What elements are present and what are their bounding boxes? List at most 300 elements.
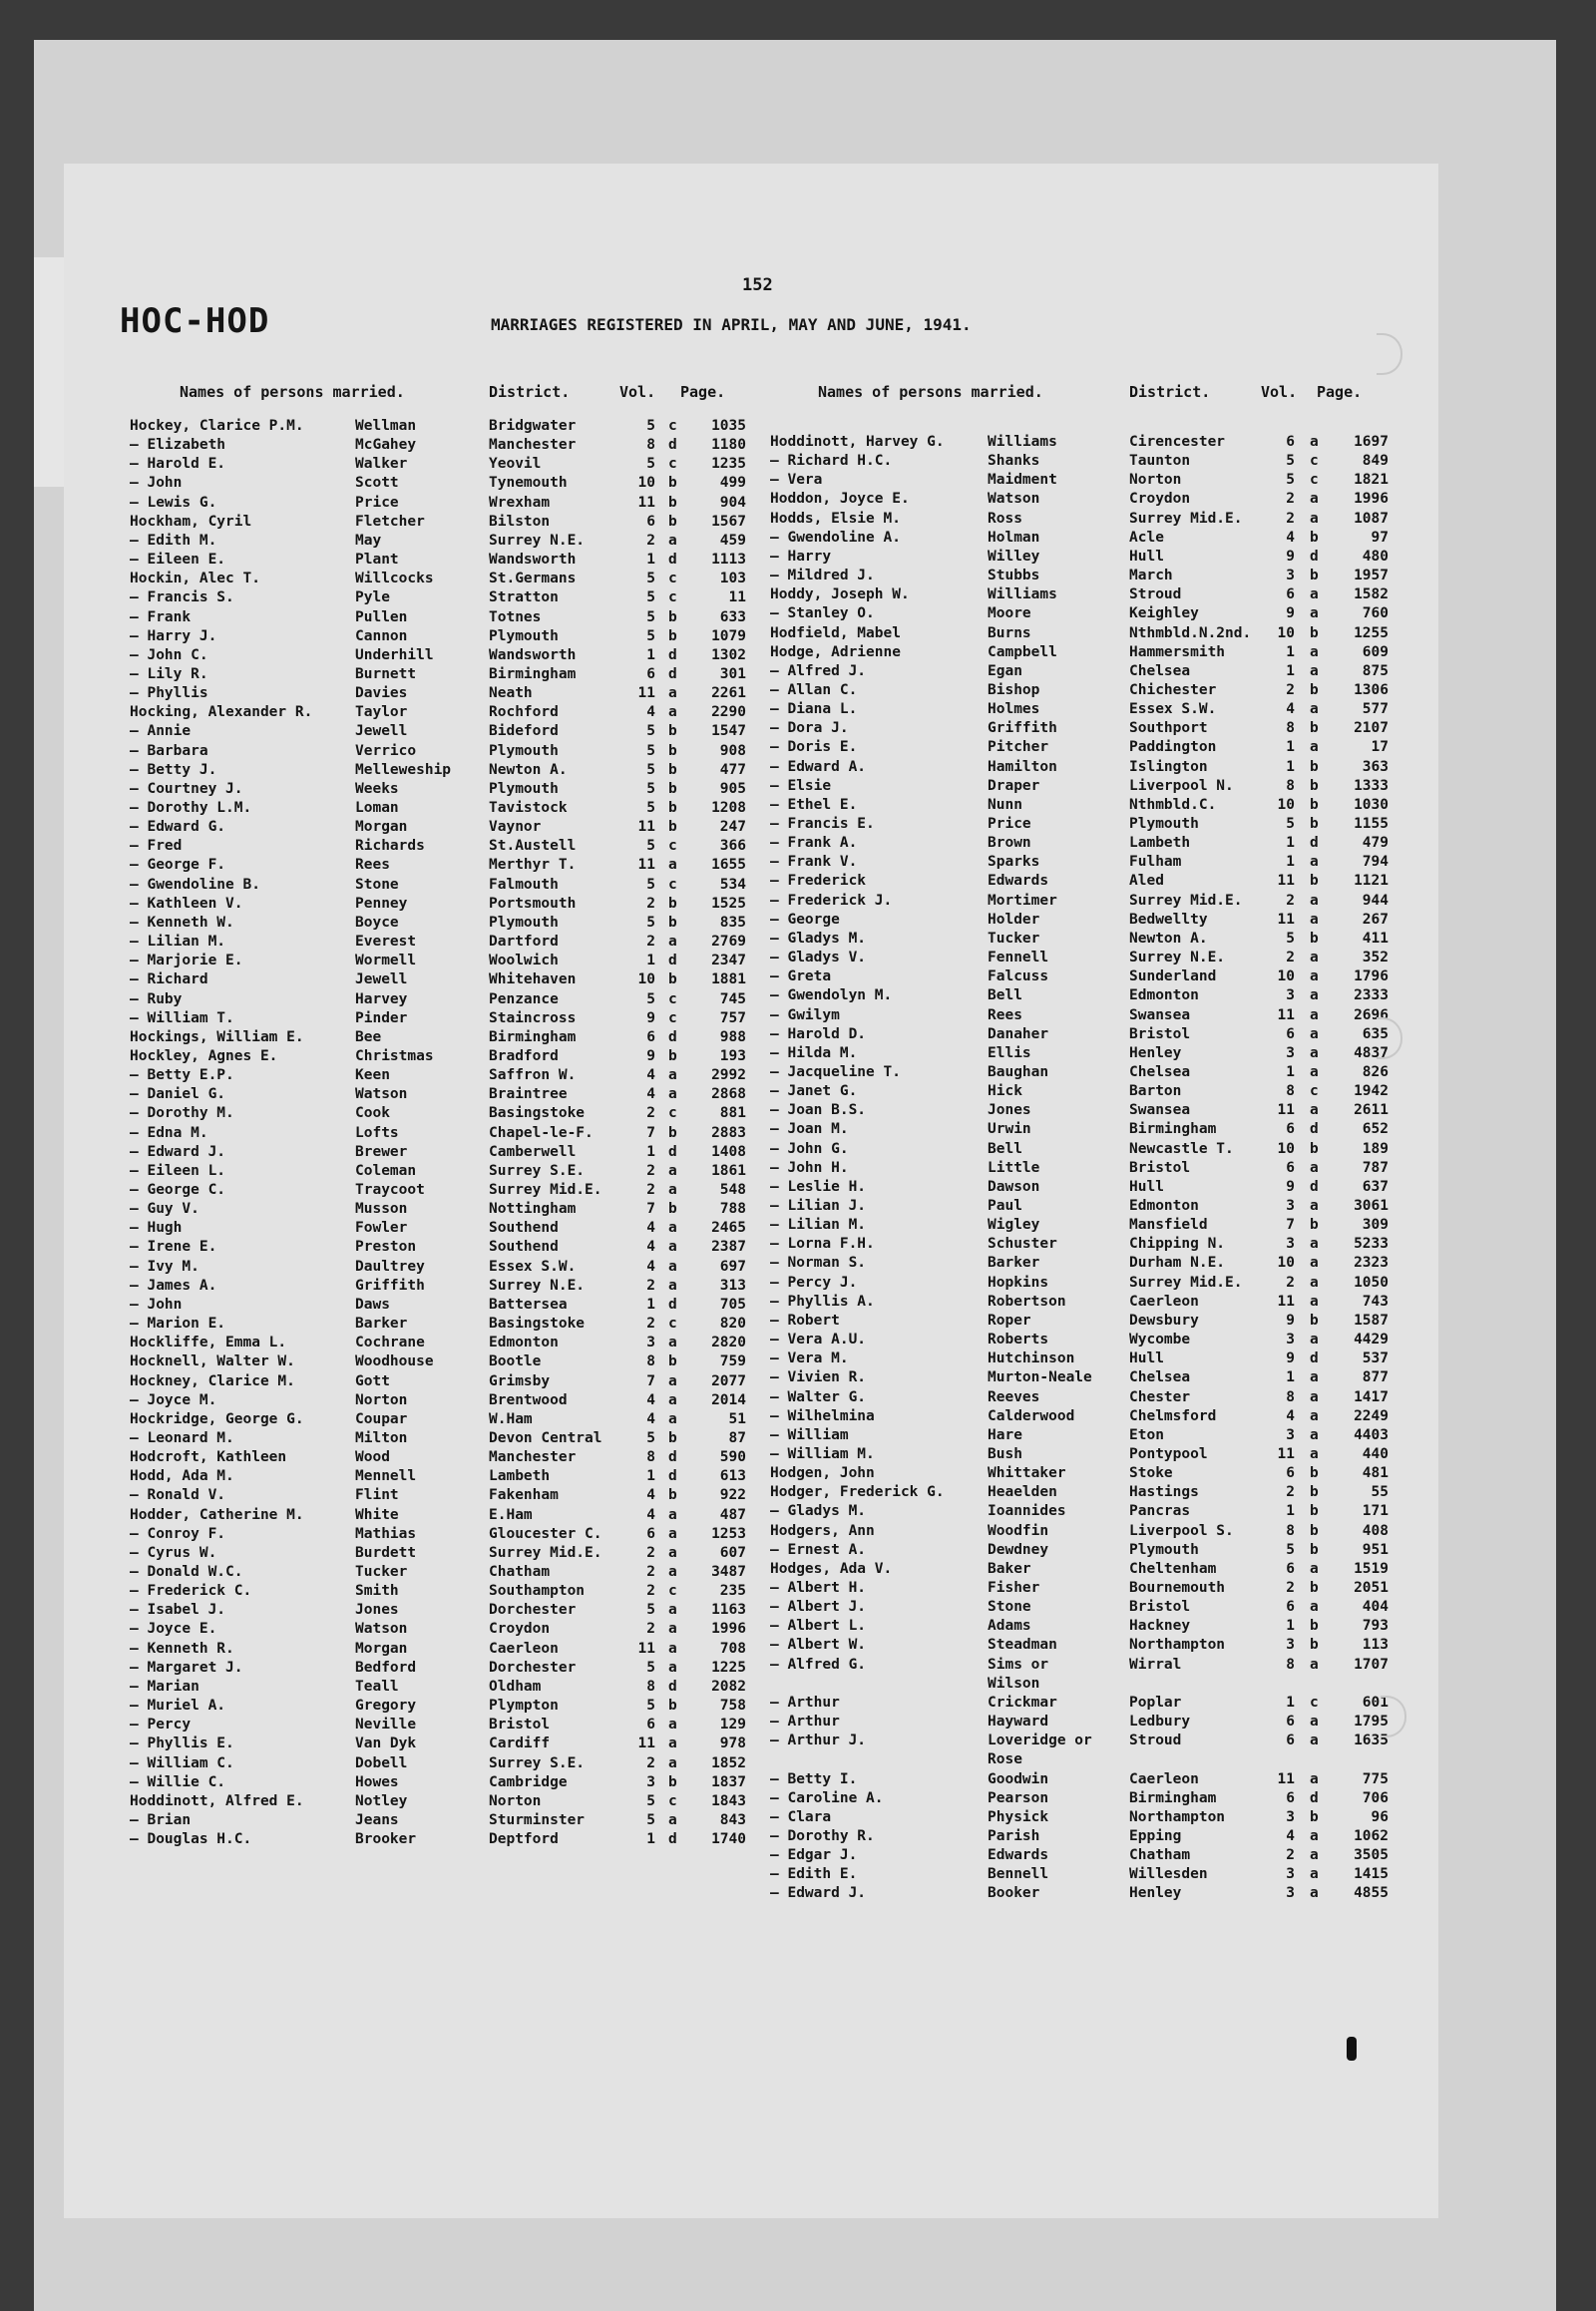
volume-letter: d xyxy=(1310,548,1319,565)
district-name: Birmingham xyxy=(489,665,577,682)
page-reference: 1062 xyxy=(1354,1827,1389,1844)
person-name: Hockey, Clarice P.M. xyxy=(130,418,304,434)
person-name: Hockham, Cyril xyxy=(130,513,252,530)
volume-number: 10 xyxy=(1277,1140,1295,1157)
volume-letter: a xyxy=(1310,1006,1319,1023)
district-name: Hackney xyxy=(1129,1618,1191,1635)
spouse-surname: Wellman xyxy=(355,418,417,434)
volume-number: 4 xyxy=(646,1487,655,1504)
entry-row xyxy=(130,513,748,532)
spouse-surname: Roper xyxy=(988,1312,1031,1329)
volume-number: 3 xyxy=(1286,1885,1295,1902)
volume-number: 6 xyxy=(1286,586,1295,603)
page-reference: 55 xyxy=(1371,1484,1389,1501)
spouse-surname: Burns xyxy=(988,624,1031,641)
district-name: Epping xyxy=(1129,1827,1182,1844)
district-name: Croydon xyxy=(1129,491,1191,508)
page-reference: 1225 xyxy=(711,1659,746,1676)
page-reference: 1417 xyxy=(1354,1388,1389,1405)
district-name: Birmingham xyxy=(489,1028,577,1045)
page-reference: 1235 xyxy=(711,456,746,473)
entry-row xyxy=(770,1656,1408,1675)
volume-number: 3 xyxy=(646,1335,655,1351)
volume-number: 6 xyxy=(1286,1599,1295,1616)
person-name: — Ernest A. xyxy=(770,1541,867,1558)
person-name: — Albert L. xyxy=(770,1618,867,1635)
page-reference: 2014 xyxy=(711,1391,746,1408)
person-name: — Annie xyxy=(130,723,192,740)
entry-row xyxy=(770,529,1408,548)
district-name: W.Ham xyxy=(489,1410,533,1427)
volume-number: 6 xyxy=(1286,1159,1295,1176)
volume-letter: c xyxy=(668,1316,677,1333)
district-name: Lambeth xyxy=(1129,835,1191,852)
volume-letter: a xyxy=(668,1086,677,1103)
district-name: Wandsworth xyxy=(489,552,577,569)
district-name: Portsmouth xyxy=(489,895,577,912)
volume-number: 2 xyxy=(1286,510,1295,527)
entry-row xyxy=(770,1063,1408,1082)
page-reference: 760 xyxy=(1362,605,1389,622)
person-name: Hoddy, Joseph W. xyxy=(770,586,910,603)
person-name: Hocknell, Walter W. xyxy=(130,1353,295,1370)
entry-row xyxy=(130,1315,748,1334)
volume-letter: c xyxy=(1310,472,1319,489)
district-name: Poplar xyxy=(1129,1694,1182,1711)
volume-letter: a xyxy=(1310,1770,1319,1787)
volume-number: 1 xyxy=(646,953,655,969)
district-name: Sturminster xyxy=(489,1811,586,1828)
district-name: Woolwich xyxy=(489,953,559,969)
volume-number: 10 xyxy=(637,475,655,492)
entry-row xyxy=(130,474,748,493)
volume-letter: d xyxy=(1310,1121,1319,1138)
page-reference: 1881 xyxy=(711,971,746,988)
entry-row xyxy=(770,1502,1408,1521)
entry-row xyxy=(770,1044,1408,1063)
entry-row xyxy=(130,837,748,856)
page-reference: 363 xyxy=(1362,758,1389,775)
district-name: Deptford xyxy=(489,1831,559,1848)
volume-letter: a xyxy=(1310,1599,1319,1616)
district-name: Totnes xyxy=(489,608,542,625)
page-reference: 787 xyxy=(1362,1159,1389,1176)
volume-number: 1 xyxy=(1286,643,1295,660)
volume-letter: a xyxy=(1310,987,1319,1004)
spouse-surname: Harvey xyxy=(355,990,408,1007)
spouse-surname: Williams xyxy=(988,434,1057,450)
person-name: — Frank xyxy=(130,608,192,625)
volume-letter: a xyxy=(668,1640,677,1657)
district-name: E.Ham xyxy=(489,1506,533,1523)
page-reference: 820 xyxy=(719,1316,746,1333)
spouse-surname: Jewell xyxy=(355,723,408,740)
person-name: — Edward J. xyxy=(130,1143,226,1160)
page-reference: 875 xyxy=(1362,662,1389,679)
person-name: Hockings, William E. xyxy=(130,1028,304,1045)
district-name: Stratton xyxy=(489,589,559,606)
volume-number: 5 xyxy=(1286,816,1295,832)
district-name: Nottingham xyxy=(489,1201,577,1218)
volume-number: 5 xyxy=(1286,453,1295,470)
entry-row xyxy=(130,1734,748,1753)
page-reference: 843 xyxy=(719,1811,746,1828)
entry-row xyxy=(770,1120,1408,1139)
page-reference: 2082 xyxy=(711,1678,746,1695)
district-name: Bristol xyxy=(1129,1159,1191,1176)
district-name: Plymouth xyxy=(1129,1541,1199,1558)
district-name: Wrexham xyxy=(489,494,551,511)
person-name: Hodds, Elsie M. xyxy=(770,510,901,527)
district-name: Vaynor xyxy=(489,819,542,836)
district-name: Liverpool S. xyxy=(1129,1522,1234,1539)
spouse-surname: Jeans xyxy=(355,1811,399,1828)
entry-row xyxy=(130,1219,748,1238)
person-name: — Albert W. xyxy=(770,1637,867,1654)
person-name: — Richard xyxy=(130,971,208,988)
person-name: — Vera M. xyxy=(770,1350,849,1367)
entry-row xyxy=(770,1827,1408,1846)
district-name: Dorchester xyxy=(489,1602,577,1619)
volume-letter: a xyxy=(668,1391,677,1408)
volume-number: 11 xyxy=(637,857,655,874)
header-vol: Vol. xyxy=(619,383,656,401)
volume-letter: c xyxy=(668,418,677,434)
volume-number: 2 xyxy=(1286,950,1295,966)
entry-row xyxy=(770,490,1408,509)
volume-letter: c xyxy=(668,990,677,1007)
page-reference: 440 xyxy=(1362,1445,1389,1462)
person-name: — Edna M. xyxy=(130,1124,208,1141)
volume-number: 1 xyxy=(1286,835,1295,852)
spouse-surname: Barker xyxy=(988,1255,1040,1272)
page-reference: 411 xyxy=(1362,930,1389,947)
person-name: — Francis S. xyxy=(130,589,234,606)
entry-row xyxy=(770,510,1408,529)
volume-letter: a xyxy=(1310,1369,1319,1386)
person-name: — Marian xyxy=(130,1678,200,1695)
entry-row xyxy=(130,532,748,551)
volume-letter: c xyxy=(668,1105,677,1122)
volume-number: 3 xyxy=(1286,1426,1295,1443)
page-reference: 1155 xyxy=(1354,816,1389,832)
district-name: Surrey Mid.E. xyxy=(1129,1274,1243,1291)
volume-letter: a xyxy=(1310,1332,1319,1348)
page-reference: 637 xyxy=(1362,1178,1389,1195)
page-reference: 1333 xyxy=(1354,777,1389,794)
district-name: Battersea xyxy=(489,1296,568,1313)
page-reference: 759 xyxy=(719,1353,746,1370)
spouse-surname: Rees xyxy=(355,857,390,874)
spouse-surname: Murton-Neale xyxy=(988,1369,1092,1386)
person-name: Hockliffe, Emma L. xyxy=(130,1335,287,1351)
entry-row xyxy=(130,914,748,933)
person-name: — Kathleen V. xyxy=(130,895,243,912)
person-name: — Edgar J. xyxy=(770,1847,858,1864)
person-name: — Joyce M. xyxy=(130,1391,217,1408)
entry-row xyxy=(130,1467,748,1486)
person-name: — Isabel J. xyxy=(130,1602,226,1619)
entry-row xyxy=(130,1009,748,1028)
entry-row xyxy=(770,604,1408,623)
spouse-surname: Pearson xyxy=(988,1789,1049,1806)
entry-row xyxy=(130,990,748,1009)
volume-letter: a xyxy=(668,1182,677,1198)
page-reference: 1408 xyxy=(711,1143,746,1160)
volume-number: 2 xyxy=(646,1182,655,1198)
person-name: — Hugh xyxy=(130,1220,183,1237)
volume-number: 9 xyxy=(1286,1312,1295,1329)
entry-row xyxy=(130,494,748,513)
spouse-surname: Gott xyxy=(355,1372,390,1389)
volume-letter: a xyxy=(1310,1044,1319,1061)
volume-letter: b xyxy=(668,723,677,740)
district-name: Bilston xyxy=(489,513,551,530)
spouse-surname: Bush xyxy=(988,1445,1022,1462)
spouse-surname: Urwin xyxy=(988,1121,1031,1138)
entry-row xyxy=(130,1582,748,1601)
page-reference: 548 xyxy=(719,1182,746,1198)
district-name: Surrey Mid.E. xyxy=(1129,892,1243,909)
person-name: — William C. xyxy=(130,1754,234,1771)
person-name: Hodgers, Ann xyxy=(770,1522,875,1539)
volume-number: 2 xyxy=(646,1754,655,1771)
volume-letter: a xyxy=(1310,1827,1319,1844)
person-name: Hodge, Adrienne xyxy=(770,643,901,660)
spouse-surname: Little xyxy=(988,1159,1040,1176)
volume-letter: b xyxy=(1310,1465,1319,1482)
page-reference: 247 xyxy=(719,819,746,836)
entry-row xyxy=(770,1274,1408,1293)
page-reference: 534 xyxy=(719,876,746,893)
volume-letter: a xyxy=(1310,1426,1319,1443)
volume-letter: d xyxy=(668,1028,677,1045)
volume-letter: a xyxy=(1310,1733,1319,1749)
volume-letter: a xyxy=(1310,586,1319,603)
person-name: — Vera xyxy=(770,472,823,489)
district-name: Bootle xyxy=(489,1353,542,1370)
volume-letter: d xyxy=(1310,1350,1319,1367)
volume-letter: d xyxy=(668,1296,677,1313)
district-name: Fulham xyxy=(1129,854,1182,871)
page-reference: 905 xyxy=(719,780,746,797)
volume-number: 5 xyxy=(646,990,655,1007)
page-reference: 408 xyxy=(1362,1522,1389,1539)
spouse-surname: Mortimer xyxy=(988,892,1057,909)
spouse-surname: Tucker xyxy=(988,930,1040,947)
volume-number: 1 xyxy=(646,646,655,663)
volume-letter: b xyxy=(1310,1637,1319,1654)
volume-number: 1 xyxy=(646,1143,655,1160)
page-reference: 309 xyxy=(1362,1217,1389,1234)
entry-row xyxy=(130,455,748,474)
district-name: Southport xyxy=(1129,720,1208,737)
volume-number: 1 xyxy=(646,1831,655,1848)
volume-number: 5 xyxy=(646,838,655,855)
page-reference: 743 xyxy=(1362,1293,1389,1310)
volume-letter: a xyxy=(668,1735,677,1752)
entry-row xyxy=(130,1448,748,1467)
person-name: — George F. xyxy=(130,857,226,874)
page-number: 152 xyxy=(742,275,773,295)
volume-number: 9 xyxy=(1286,605,1295,622)
entry-row xyxy=(770,1865,1408,1884)
page-reference: 1306 xyxy=(1354,681,1389,698)
spouse-surname: Jewell xyxy=(355,971,408,988)
district-name: Edmonton xyxy=(1129,987,1199,1004)
volume-letter: d xyxy=(668,1678,677,1695)
entry-row xyxy=(770,471,1408,490)
volume-letter: a xyxy=(1310,491,1319,508)
spouse-surname: Roberts xyxy=(988,1332,1049,1348)
volume-number: 5 xyxy=(1286,930,1295,947)
volume-number: 3 xyxy=(1286,987,1295,1004)
person-name: — Muriel A. xyxy=(130,1698,226,1715)
entry-row xyxy=(770,1082,1408,1101)
page-reference: 11 xyxy=(728,589,746,606)
entry-row xyxy=(130,1429,748,1448)
page-reference: 1957 xyxy=(1354,568,1389,584)
volume-number: 2 xyxy=(646,1316,655,1333)
entry-row xyxy=(130,1104,748,1123)
volume-number: 2 xyxy=(1286,681,1295,698)
page-reference: 1821 xyxy=(1354,472,1389,489)
person-name: — Lily R. xyxy=(130,665,208,682)
entry-row xyxy=(130,1754,748,1773)
page-reference: 1796 xyxy=(1354,968,1389,985)
spouse-surname: Bennell xyxy=(988,1866,1049,1883)
spouse-surname: Draper xyxy=(988,777,1040,794)
entry-row xyxy=(130,1200,748,1219)
page-reference: 577 xyxy=(1362,701,1389,718)
page-reference: 4855 xyxy=(1354,1885,1389,1902)
volume-number: 4 xyxy=(646,1239,655,1256)
entry-row xyxy=(770,1789,1408,1808)
volume-letter: a xyxy=(1310,1293,1319,1310)
district-name: March xyxy=(1129,568,1173,584)
volume-letter: b xyxy=(668,475,677,492)
spouse-surname: Loveridge or xyxy=(988,1733,1092,1749)
district-name: Wandsworth xyxy=(489,646,577,663)
volume-number: 5 xyxy=(646,1429,655,1446)
page-reference: 129 xyxy=(719,1717,746,1733)
person-name: — Gwilym xyxy=(770,1006,840,1023)
volume-letter: d xyxy=(668,437,677,454)
page-reference: 2261 xyxy=(711,685,746,702)
district-name: Cirencester xyxy=(1129,434,1226,450)
person-name: Hodges, Ada V. xyxy=(770,1560,893,1577)
volume-number: 2 xyxy=(646,1583,655,1600)
volume-letter: a xyxy=(1310,1885,1319,1902)
page-reference: 1697 xyxy=(1354,434,1389,450)
spouse-surname: Wormell xyxy=(355,953,417,969)
entry-row xyxy=(770,1675,1408,1694)
entry-row xyxy=(130,799,748,818)
entry-row xyxy=(130,1792,748,1811)
volume-letter: a xyxy=(1310,1445,1319,1462)
spouse-surname: Everest xyxy=(355,934,417,951)
person-name: — Greta xyxy=(770,968,832,985)
district-name: Chelsea xyxy=(1129,662,1191,679)
person-name: — James A. xyxy=(130,1277,217,1294)
spouse-surname: Bee xyxy=(355,1028,382,1045)
volume-number: 6 xyxy=(646,1525,655,1542)
index-range-heading: HOC-HOD xyxy=(120,301,270,341)
entry-row xyxy=(130,1544,748,1563)
spouse-surname: Holman xyxy=(988,529,1040,546)
page-reference: 487 xyxy=(719,1506,746,1523)
spouse-surname: Ioannides xyxy=(988,1503,1066,1520)
volume-letter: a xyxy=(668,704,677,721)
spouse-surname: May xyxy=(355,532,382,549)
person-name: — Diana L. xyxy=(770,701,858,718)
district-name: Pontypool xyxy=(1129,1445,1208,1462)
volume-number: 11 xyxy=(637,1640,655,1657)
volume-number: 1 xyxy=(1286,1369,1295,1386)
page-reference: 97 xyxy=(1371,529,1389,546)
person-name: — Phyllis E. xyxy=(130,1735,234,1752)
person-name: — Dora J. xyxy=(770,720,849,737)
entry-row xyxy=(770,872,1408,891)
volume-letter: a xyxy=(668,1220,677,1237)
district-name: Basingstoke xyxy=(489,1316,586,1333)
entry-row xyxy=(130,1773,748,1792)
volume-letter: b xyxy=(668,627,677,644)
entry-row xyxy=(130,1697,748,1716)
person-name: — Harold D. xyxy=(770,1025,867,1042)
entry-row xyxy=(130,1525,748,1544)
volume-number: 8 xyxy=(1286,1388,1295,1405)
volume-number: 6 xyxy=(1286,434,1295,450)
person-name: — Cyrus W. xyxy=(130,1544,217,1561)
spouse-surname: Daws xyxy=(355,1296,390,1313)
page-reference: 633 xyxy=(719,608,746,625)
entry-row xyxy=(770,1770,1408,1789)
entry-row xyxy=(770,1388,1408,1407)
volume-number: 11 xyxy=(1277,911,1295,928)
volume-number: 3 xyxy=(646,1773,655,1790)
district-name: Plymouth xyxy=(489,780,559,797)
person-name: — Joan B.S. xyxy=(770,1102,867,1119)
volume-letter: c xyxy=(668,456,677,473)
volume-number: 11 xyxy=(637,1735,655,1752)
volume-number: 1 xyxy=(646,552,655,569)
volume-number: 9 xyxy=(646,1009,655,1026)
volume-number: 1 xyxy=(1286,1618,1295,1635)
district-name: Northampton xyxy=(1129,1808,1226,1825)
person-name: — Lewis G. xyxy=(130,494,217,511)
volume-number: 6 xyxy=(1286,1733,1295,1749)
page-reference: 1707 xyxy=(1354,1656,1389,1673)
volume-letter: a xyxy=(1310,1102,1319,1119)
spouse-surname: Willcocks xyxy=(355,571,434,587)
volume-number: 6 xyxy=(646,513,655,530)
page-reference: 1079 xyxy=(711,627,746,644)
spouse-surname: Sparks xyxy=(988,854,1040,871)
volume-number: 3 xyxy=(1286,1332,1295,1348)
spouse-surname: Maidment xyxy=(988,472,1057,489)
volume-number: 7 xyxy=(646,1201,655,1218)
spouse-surname: Williams xyxy=(988,586,1057,603)
page-reference: 235 xyxy=(719,1583,746,1600)
district-name: Swansea xyxy=(1129,1102,1191,1119)
entry-row xyxy=(130,876,748,895)
volume-letter: a xyxy=(668,1258,677,1275)
district-name: Dewsbury xyxy=(1129,1312,1199,1329)
district-name: Southend xyxy=(489,1220,559,1237)
volume-number: 2 xyxy=(646,1105,655,1122)
spouse-surname: Rose xyxy=(988,1751,1022,1768)
